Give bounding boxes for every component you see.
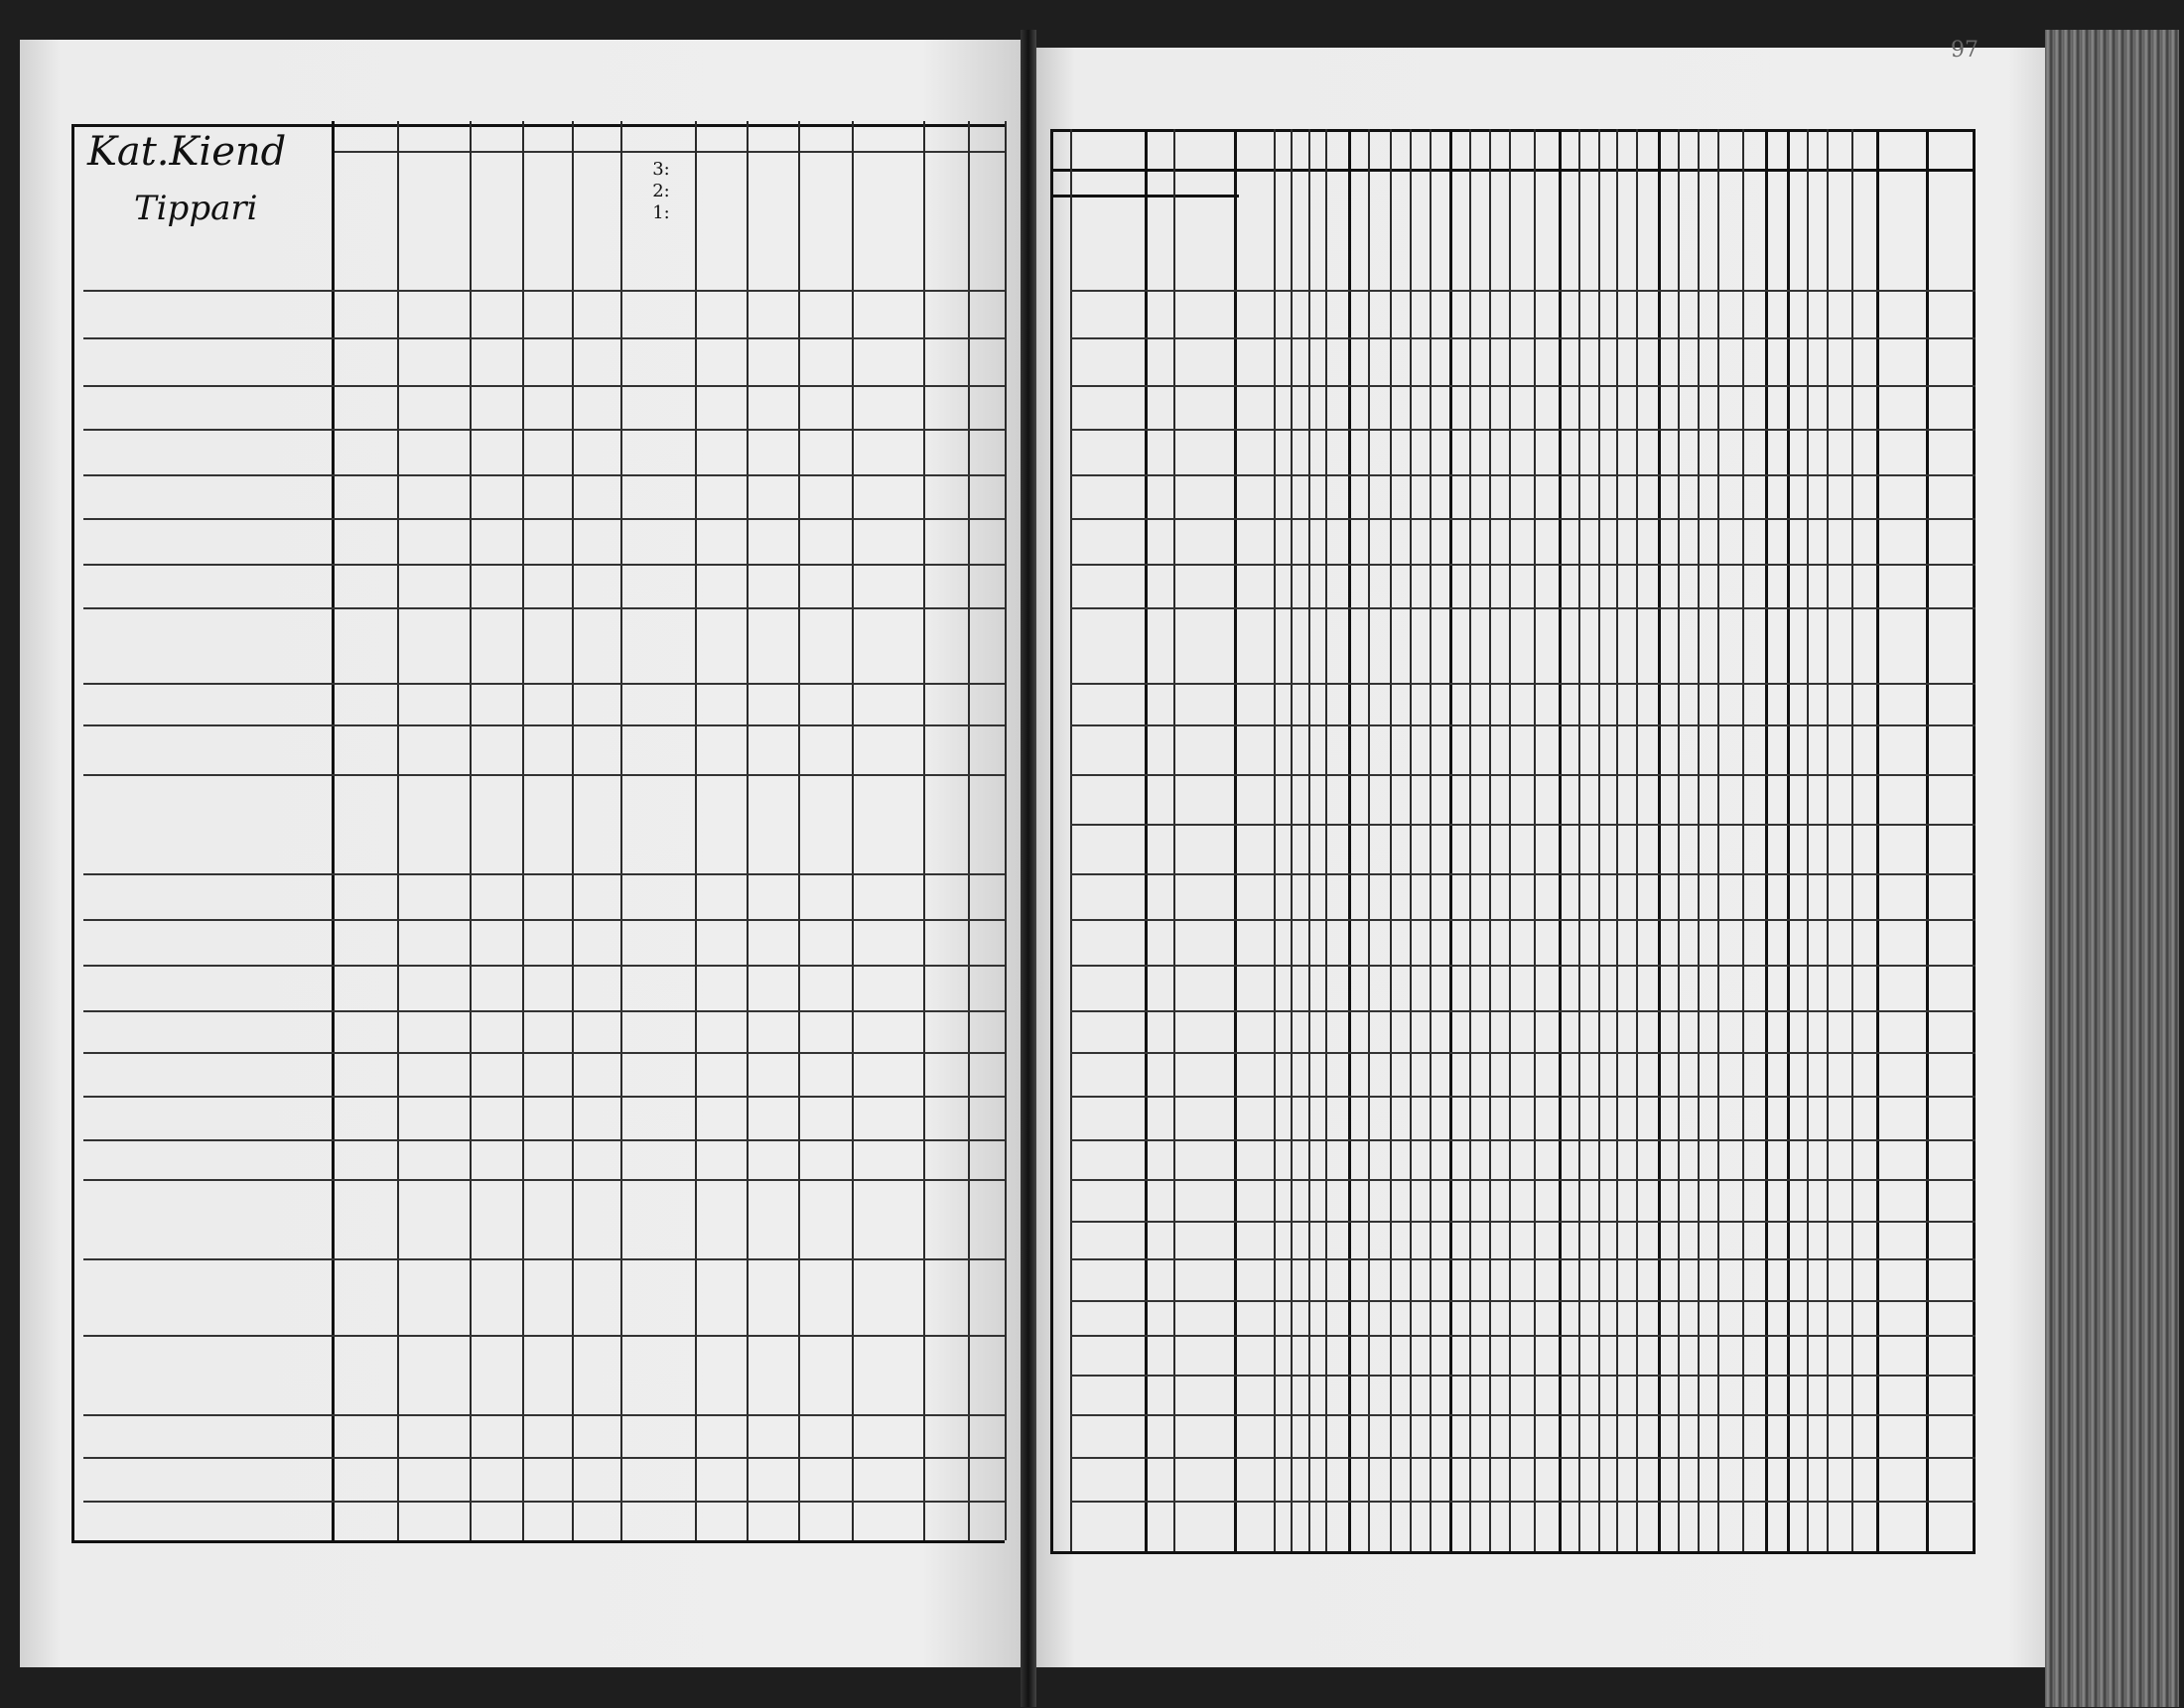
right-row-rule: [1070, 919, 1976, 921]
right-row-rule: [1070, 774, 1976, 776]
conf-subheader: 3: 2: 1:: [652, 159, 670, 223]
right-table-bottom-rule: [1050, 1551, 1976, 1554]
right-row-rule: [1070, 474, 1976, 476]
right-table-top-rule: [1050, 129, 1976, 132]
right-row-rule: [1070, 518, 1976, 520]
left-page: [20, 40, 1023, 1667]
register-heading: Kat.Kiend: [87, 129, 287, 175]
right-column-rule: [1274, 129, 1276, 1551]
right-row-rule: [1070, 1096, 1976, 1098]
row-rule: [83, 518, 1005, 520]
right-column-rule: [1598, 129, 1600, 1551]
right-row-rule: [1070, 965, 1976, 967]
right-row-rule: [1070, 1335, 1976, 1337]
right-table-left-rule: [1050, 129, 1053, 1551]
row-rule: [83, 774, 1005, 776]
right-column-rule: [1368, 129, 1370, 1551]
row-rule: [83, 1335, 1005, 1337]
row-rule: [83, 290, 1005, 292]
column-rule: [332, 121, 335, 1540]
right-row-rule: [1070, 1221, 1976, 1223]
row-rule: [83, 683, 1005, 685]
right-column-rule: [1658, 129, 1661, 1551]
column-rule: [522, 121, 524, 1540]
right-column-rule: [1717, 129, 1719, 1551]
row-rule: [83, 1010, 1005, 1012]
right-row-rule: [1070, 683, 1976, 685]
column-rule: [620, 121, 622, 1540]
right-column-rule: [1698, 129, 1700, 1551]
right-row-rule: [1070, 607, 1976, 609]
right-row-rule: [1070, 1501, 1976, 1503]
row-rule: [83, 873, 1005, 875]
book-page-edges: [2045, 30, 2179, 1707]
row-rule: [83, 1096, 1005, 1098]
right-row-rule: [1070, 385, 1976, 387]
right-column-rule: [1851, 129, 1853, 1551]
right-column-rule: [1469, 129, 1471, 1551]
right-row-rule: [1070, 429, 1976, 431]
column-rule: [968, 121, 970, 1540]
table-bottom-rule: [71, 1540, 1005, 1543]
right-column-rule: [1410, 129, 1412, 1551]
row-rule: [83, 1501, 1005, 1503]
right-column-rule: [1234, 129, 1237, 1551]
row-rule: [83, 919, 1005, 921]
right-row-rule: [1070, 1375, 1976, 1377]
right-row-rule: [1070, 1139, 1976, 1141]
right-column-rule: [1308, 129, 1310, 1551]
right-column-rule: [1390, 129, 1392, 1551]
column-rule: [923, 121, 925, 1540]
right-row-rule: [1070, 290, 1976, 292]
right-column-rule: [1173, 129, 1175, 1551]
right-table-right-rule: [1973, 129, 1976, 1551]
right-row-rule: [1070, 1258, 1976, 1260]
right-column-rule: [1926, 129, 1929, 1551]
column-rule: [397, 121, 399, 1540]
right-column-rule: [1616, 129, 1618, 1551]
right-column-rule: [1742, 129, 1744, 1551]
register-subheading: Tippari: [134, 189, 258, 228]
right-row-rule: [1070, 1414, 1976, 1416]
right-column-rule: [1636, 129, 1638, 1551]
right-column-rule: [1509, 129, 1511, 1551]
right-column-rule: [1449, 129, 1452, 1551]
row-rule: [83, 385, 1005, 387]
page-number: 97: [1951, 38, 1979, 63]
right-row-rule: [1070, 1010, 1976, 1012]
right-column-rule: [1534, 129, 1536, 1551]
right-column-rule: [1291, 129, 1293, 1551]
right-column-rule: [1827, 129, 1829, 1551]
column-rule: [747, 121, 749, 1540]
right-column-rule: [1559, 129, 1562, 1551]
row-rule: [83, 429, 1005, 431]
right-row-rule: [1070, 1300, 1976, 1302]
right-row-rule: [1070, 873, 1976, 875]
right-row-rule: [1070, 1052, 1976, 1054]
row-rule: [83, 1457, 1005, 1459]
right-column-rule: [1678, 129, 1680, 1551]
row-rule: [83, 724, 1005, 726]
row-rule: [83, 1258, 1005, 1260]
right-column-rule: [1145, 129, 1148, 1551]
row-rule: [83, 607, 1005, 609]
right-row-rule: [1070, 1457, 1976, 1459]
column-rule: [1005, 121, 1007, 1540]
right-row-rule: [1070, 824, 1976, 826]
row-rule: [83, 1139, 1005, 1141]
column-rule: [852, 121, 854, 1540]
row-rule: [83, 337, 1005, 339]
column-rule: [798, 121, 800, 1540]
row-rule: [83, 1414, 1005, 1416]
row-rule: [83, 1052, 1005, 1054]
right-column-rule: [1489, 129, 1491, 1551]
right-column-rule: [1876, 129, 1879, 1551]
right-column-rule: [1348, 129, 1351, 1551]
column-rule: [695, 121, 697, 1540]
row-rule: [83, 965, 1005, 967]
right-column-rule: [1765, 129, 1768, 1551]
table-top-rule: [71, 124, 1005, 127]
header-subrule: [332, 151, 1005, 153]
right-column-rule: [1070, 129, 1072, 1551]
right-row-rule: [1070, 564, 1976, 566]
row-rule: [83, 564, 1005, 566]
right-row-rule: [1070, 337, 1976, 339]
column-rule: [470, 121, 472, 1540]
right-column-rule: [1787, 129, 1790, 1551]
right-column-rule: [1807, 129, 1809, 1551]
right-row-rule: [1070, 724, 1976, 726]
right-row-rule: [1070, 1179, 1976, 1181]
row-rule: [83, 474, 1005, 476]
right-column-rule: [1325, 129, 1327, 1551]
column-rule: [572, 121, 574, 1540]
right-header-rule: [1050, 169, 1976, 172]
table-left-rule: [71, 124, 74, 1540]
book-gutter: [1021, 30, 1036, 1707]
right-column-rule: [1430, 129, 1432, 1551]
right-column-rule: [1578, 129, 1580, 1551]
row-rule: [83, 1179, 1005, 1181]
